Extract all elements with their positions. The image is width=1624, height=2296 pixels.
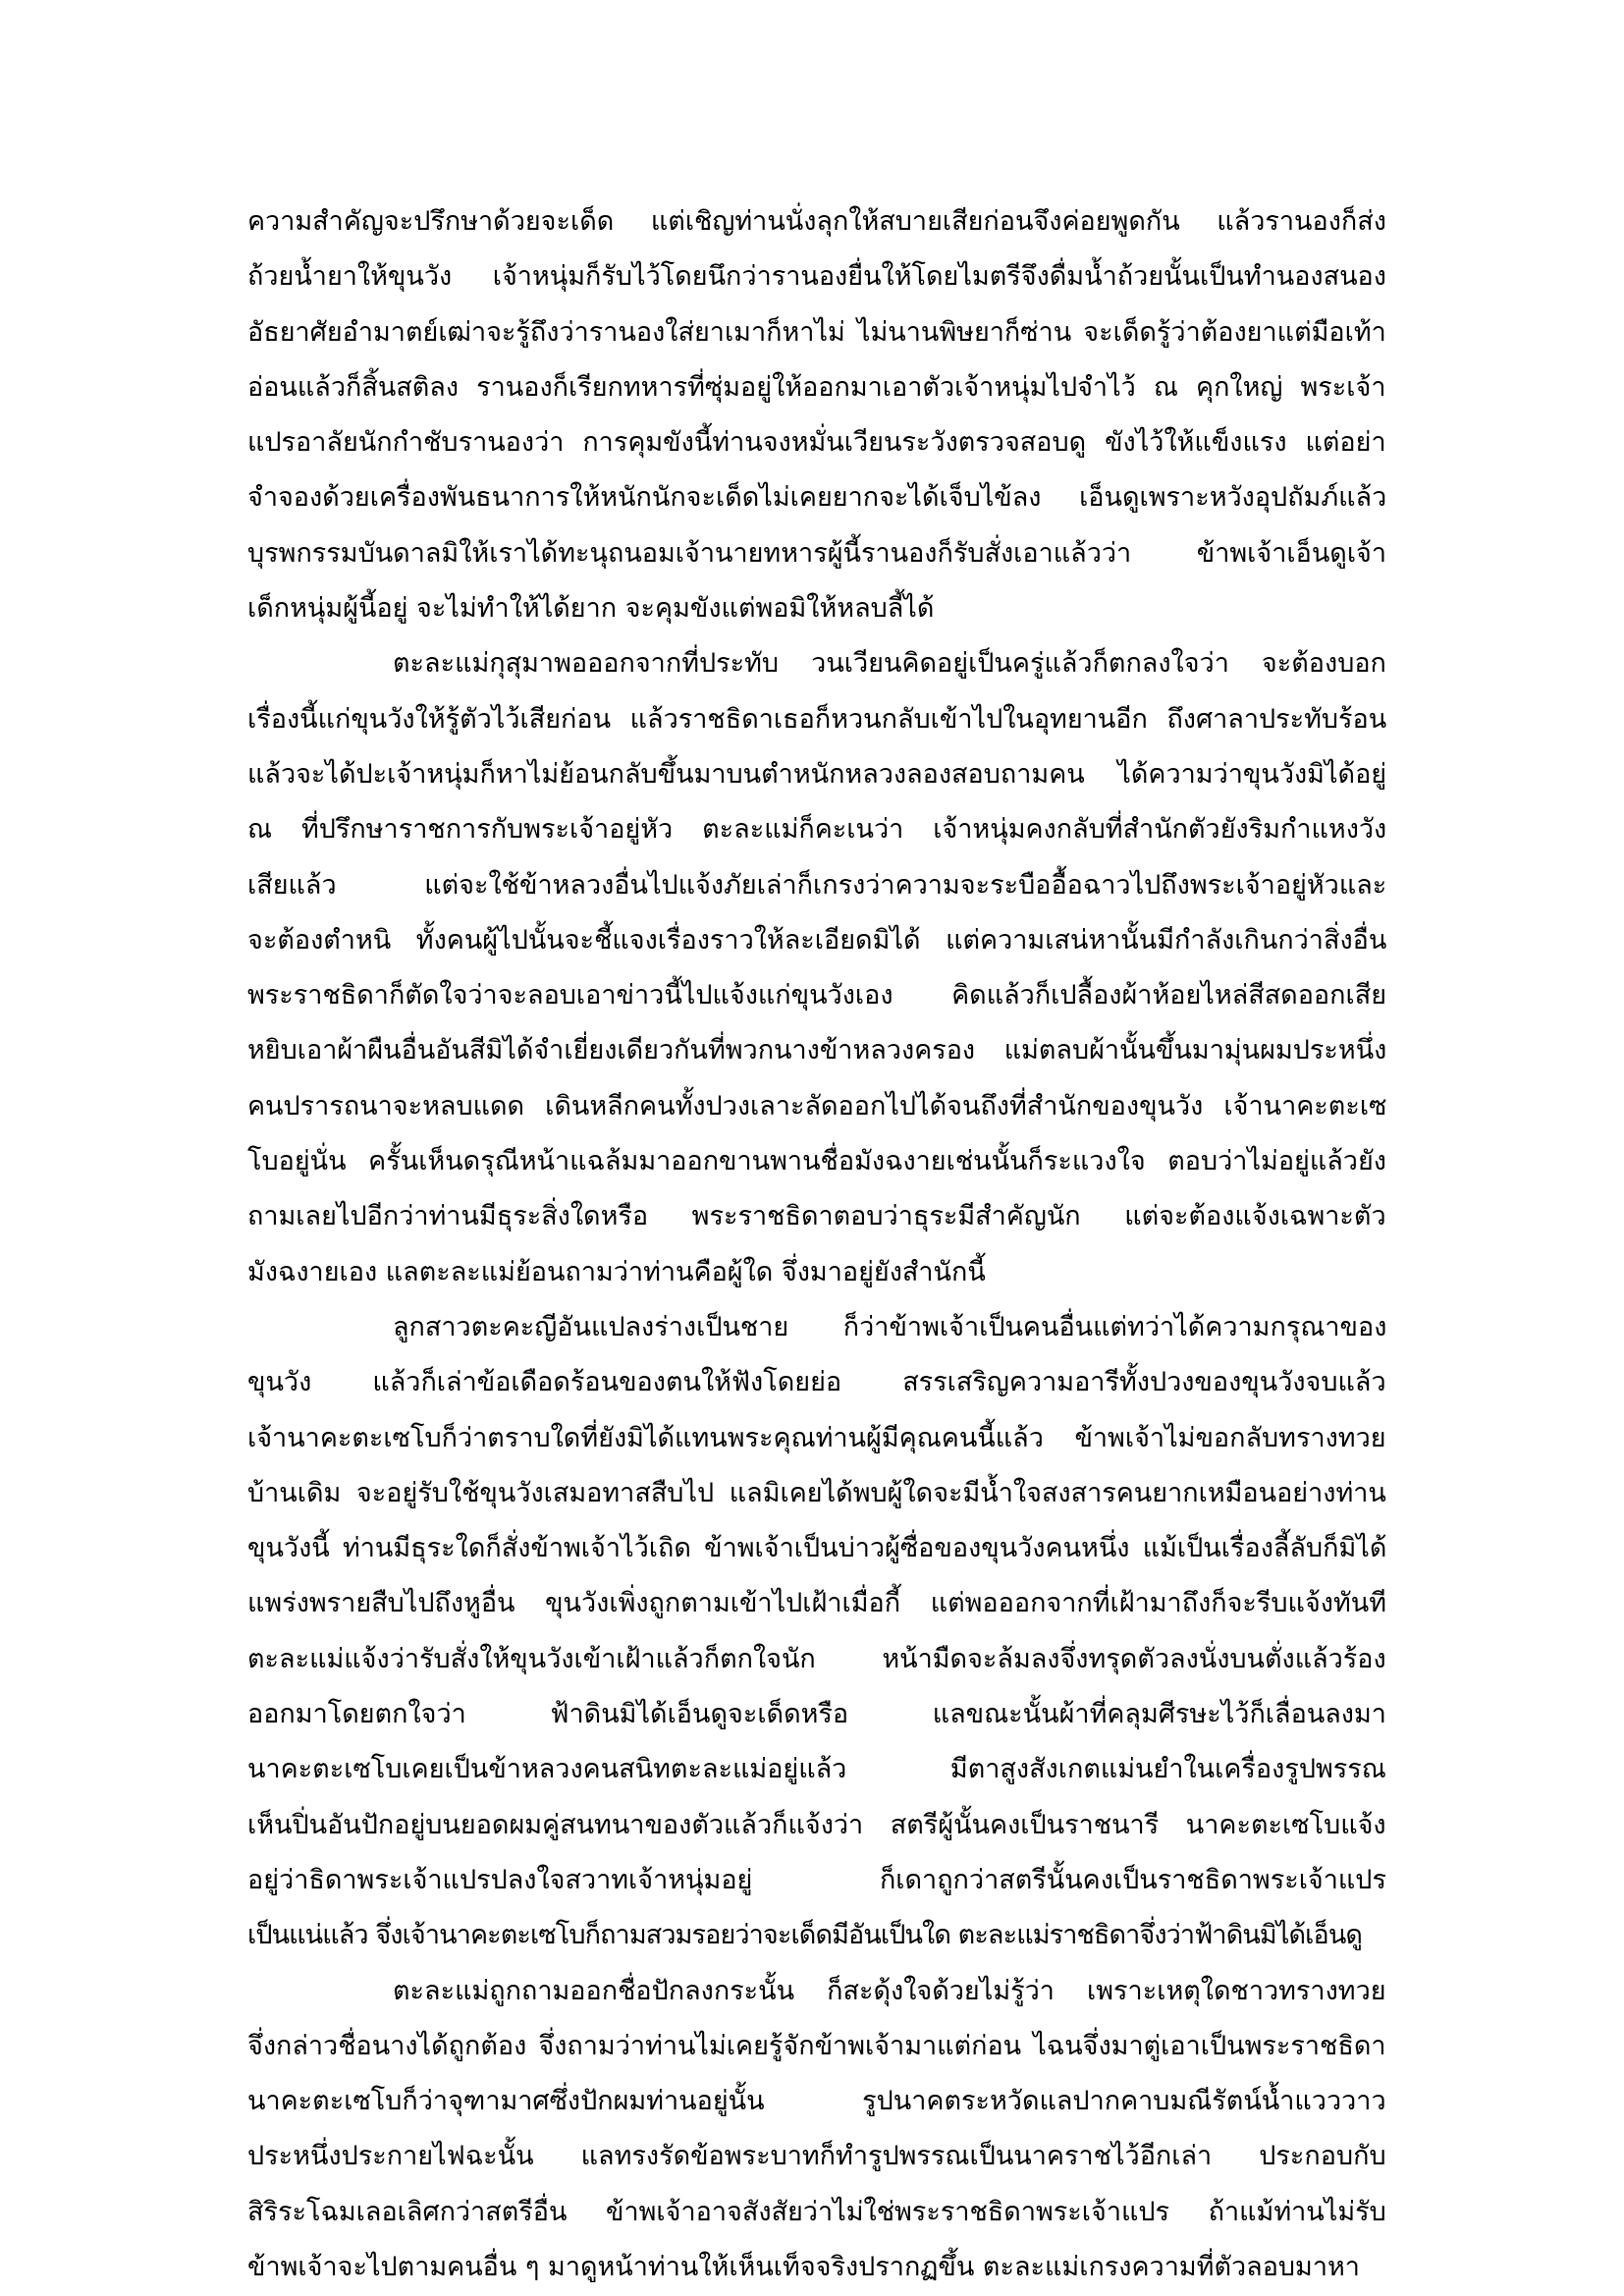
text-line: บ้านเดิม จะอยู่รับใช้ขุนวังเสมอทาสสืบไป แลมิเคยได้พบผู้ใดจะมีน้ำใจสงสารคนยากเหมือนอย่างท่าน <box>247 1477 1386 1508</box>
text-line: แปรอาลัยนักกำชับรานองว่า การคุมขังนี้ท่านจงหมั่นเวียนระวังตรวจสอบดู ขังไว้ให้แข็งแรง แต่อย่า <box>247 427 1386 459</box>
text-line: ตะละแม่กุสุมาพอออกจากที่ประทับ วนเวียนคิดอยู่เป็นครู่แล้วก็ตกลงใจว่า จะต้องบอก <box>393 648 1386 680</box>
text-line: สิริระโฉมเลอเลิศกว่าสตรีอื่น ข้าพเจ้าอาจสังสัยว่าไม่ใช่พระราชธิดาพระเจ้าแปร ถ้าแม้ท่านไม่รับ <box>247 2196 1386 2227</box>
text-line: ณ ที่ปรึกษาราชการกับพระเจ้าอยู่หัว ตะละแม่ก็คะเนว่า เจ้าหนุ่มคงกลับที่สำนักตัวยังริมกำแหงวัง <box>247 814 1387 846</box>
text-line: ขุนวังนี้ ท่านมีธุระใดก็สั่งข้าพเจ้าไว้เถิด ข้าพเจ้าเป็นบ่าวผู้ซื่อของขุนวังคนหนึ่ง แม้เป็นเรื่องลี้ลับก็มิได้ <box>247 1533 1387 1564</box>
text-line: อัธยาศัยอำมาตย์เฒ่าจะรู้ถึงว่ารานองใส่ยาเมาก็หาไม่ ไม่นานพิษยาก็ซ่าน จะเด็ดรู้ว่าต้องยาแต่มือเท้า <box>247 316 1386 348</box>
text-line: โบอยู่นั่น ครั้นเห็นดรุณีหน้าแฉล้มมาออกขานพานชื่อมังฉงายเช่นนั้นก็ระแวงใจ ตอบว่าไม่อยู่แล้วยัง <box>247 1146 1386 1177</box>
text-line: นาคะตะเซโบเคยเป็นข้าหลวงคนสนิทตะละแม่อยู่แล้ว มีตาสูงสังเกตแม่นยำในเครื่องรูปพรรณ <box>247 1754 1386 1785</box>
text-line: เป็นแน่แล้ว จึ่งเจ้านาคะตะเซโบก็ถามสวมรอยว่าจะเด็ดมีอันเป็นใด ตะละแม่ราชธิดาจึ่งว่าฟ้าดินมิได้เอ็นดู <box>247 1920 1363 1951</box>
text-line: คนปรารถนาจะหลบแดด เดินหลีกคนทั้งปวงเลาะลัดออกไปได้จนถึงที่สำนักของขุนวัง เจ้านาคะตะเซ <box>247 1090 1387 1121</box>
body-text <box>247 194 1386 2295</box>
text-line: จำจองด้วยเครื่องพันธนาการให้หนักนักจะเด็ดไม่เคยยากจะได้เจ็บไข้ลง เอ็นดูเพราะหวังอุปถัมภ์แล้ว <box>247 482 1387 514</box>
text-line: มังฉงายเอง แลตะละแม่ย้อนถามว่าท่านคือผู้ใด จึ่งมาอยู่ยังสำนักนี้ <box>247 1256 986 1287</box>
text-line: แพร่งพรายสืบไปถึงหูอื่น ขุนวังเพิ่งถูกตามเข้าไปเฝ้าเมื่อกี้ แต่พอออกจากที่เฝ้ามาถึงก็จะรีบแจ้งทันที <box>247 1588 1387 1619</box>
text-line: ขุนวัง แล้วก็เล่าข้อเดือดร้อนของตนให้ฟังโดยย่อ สรรเสริญความอารีทั้งปวงของขุนวังจบแล้ว <box>247 1367 1386 1398</box>
text-line: เด็กหนุ่มผู้นี้อยู่ จะไม่ทำให้ได้ยาก จะคุมขังแต่พอมิให้หลบลี้ได้ <box>247 593 935 625</box>
text-line: อยู่ว่าธิดาพระเจ้าแปรปลงใจสวาทเจ้าหนุ่มอยู่ ก็เดาถูกว่าสตรีนั้นคงเป็นราชธิดาพระเจ้าแปร <box>247 1864 1386 1895</box>
text-line: จะต้องตำหนิ ทั้งคนผู้ไปนั้นจะชี้แจงเรื่องราวให้ละเอียดมิได้ แต่ความเสน่หานั้นมีกำลังเกินกว่าสิ่งอื่น <box>247 924 1387 956</box>
text-line: ถ้วยน้ำยาให้ขุนวัง เจ้าหนุ่มก็รับไว้โดยนึกว่ารานองยื่นให้โดยไมตรีจึงดื่มน้ำถ้วยนั้นเป็นทำนองสนอง <box>247 261 1386 293</box>
text-line: ออกมาโดยตกใจว่า ฟ้าดินมิได้เอ็นดูจะเด็ดหรือ แลขณะนั้นผ้าที่คลุมศีรษะไว้ก็เลื่อนลงมา <box>247 1699 1386 1730</box>
text-line: จึ่งกล่าวชื่อนางได้ถูกต้อง จึ่งถามว่าท่านไม่เคยรู้จักข้าพเจ้ามาแต่ก่อน ไฉนจึ่งมาตู่เอาเป็นพระราชธิดา <box>247 2030 1386 2061</box>
text-line: ถามเลยไปอีกว่าท่านมีธุระสิ่งใดหรือ พระราชธิดาตอบว่าธุระมีสำคัญนัก แต่จะต้องแจ้งเฉพาะตัว <box>247 1201 1386 1232</box>
text-line: บุรพกรรมบันดาลมิให้เราได้ทะนุถนอมเจ้านายทหารผู้นี้รานองก็รับสั่งเอาแล้วว่า ข้าพเจ้าเอ็นดูเจ้า <box>247 537 1387 569</box>
text-line: อ่อนแล้วก็สิ้นสติลง รานองก็เรียกทหารที่ซุ่มอยู่ให้ออกมาเอาตัวเจ้าหนุ่มไปจำไว้ ณ คุกใหญ่ พระเจ้า <box>247 371 1386 403</box>
text-line: ข้าพเจ้าจะไปตามคนอื่น ๆ มาดูหน้าท่านให้เห็นเท็จจริงปรากฏขึ้น ตะละแม่เกรงความที่ตัวลอบมาหา <box>247 2251 1360 2282</box>
text-line: เห็นปิ่นอันปักอยู่บนยอดผมคู่สนทนาของตัวแล้วก็แจ้งว่า สตรีผู้นั้นคงเป็นราชนารี นาคะตะเซโบแจ้ง <box>247 1809 1386 1840</box>
text-line: ความสำคัญจะปรึกษาด้วยจะเด็ด แต่เชิญท่านนั่งลุกให้สบายเสียก่อนจึงค่อยพูดกัน แล้วรานองก็ส่ง <box>247 206 1386 237</box>
text-line: นาคะตะเซโบก็ว่าจุฑามาศซึ่งปักผมท่านอยู่นั้น รูปนาคตระหวัดแลปากคาบมณีรัตน์น้ำแวววาว <box>247 2086 1386 2117</box>
text-line: ตะละแม่แจ้งว่ารับสั่งให้ขุนวังเข้าเฝ้าแล้วก็ตกใจนัก หน้ามืดจะล้มลงจึ่งทรุดตัวลงนั่งบนตั่งแล้วร้อง <box>247 1643 1386 1674</box>
text-line: เรื่องนี้แก่ขุนวังให้รู้ตัวไว้เสียก่อน แล้วราชธิดาเธอก็หวนกลับเข้าไปในอุทยานอีก ถึงศาลาประทับร้อน <box>247 703 1387 735</box>
text-line: เสียแล้ว แต่จะใช้ข้าหลวงอื่นไปแจ้งภัยเล่าก็เกรงว่าความจะระบืออื้อฉาวไปถึงพระเจ้าอยู่หัวและ <box>247 869 1387 901</box>
text-line: ประหนึ่งประกายไฟฉะนั้น แลทรงรัดข้อพระบาทก็ทำรูปพรรณเป็นนาคราชไว้อีกเล่า ประกอบกับ <box>247 2141 1386 2172</box>
text-line: พระราชธิดาก็ตัดใจว่าจะลอบเอาข่าวนี้ไปแจ้งแก่ขุนวังเอง คิดแล้วก็เปลื้องผ้าห้อยไหล่สีสดออกเสีย <box>247 980 1387 1011</box>
text-line: ลูกสาวตะคะญีอันแปลงร่างเป็นชาย ก็ว่าข้าพเจ้าเป็นคนอื่นแต่ทว่าได้ความกรุณาของ <box>393 1311 1387 1342</box>
text-line: เจ้านาคะตะเซโบก็ว่าตราบใดที่ยังมิได้แทนพระคุณท่านผู้มีคุณคนนี้แล้ว ข้าพเจ้าไม่ขอกลับทรางทวย <box>247 1422 1386 1453</box>
text-line: หยิบเอาผ้าผืนอื่นอันสีมิได้จำเยี่ยงเดียวกันที่พวกนางข้าหลวงครอง แม่ตลบผ้านั้นขึ้นมามุ่นผมประหนึ่ง <box>247 1035 1387 1066</box>
text-line: ตะละแม่ถูกถามออกชื่อปักลงกระนั้น ก็สะดุ้งใจด้วยไม่รู้ว่า เพราะเหตุใดชาวทรางทวย <box>393 1975 1386 2006</box>
text-line: แล้วจะได้ปะเจ้าหนุ่มก็หาไม่ย้อนกลับขึ้นมาบนตำหนักหลวงลองสอบถามคน ได้ความว่าขุนวังมิได้อยู่ <box>247 758 1387 790</box>
